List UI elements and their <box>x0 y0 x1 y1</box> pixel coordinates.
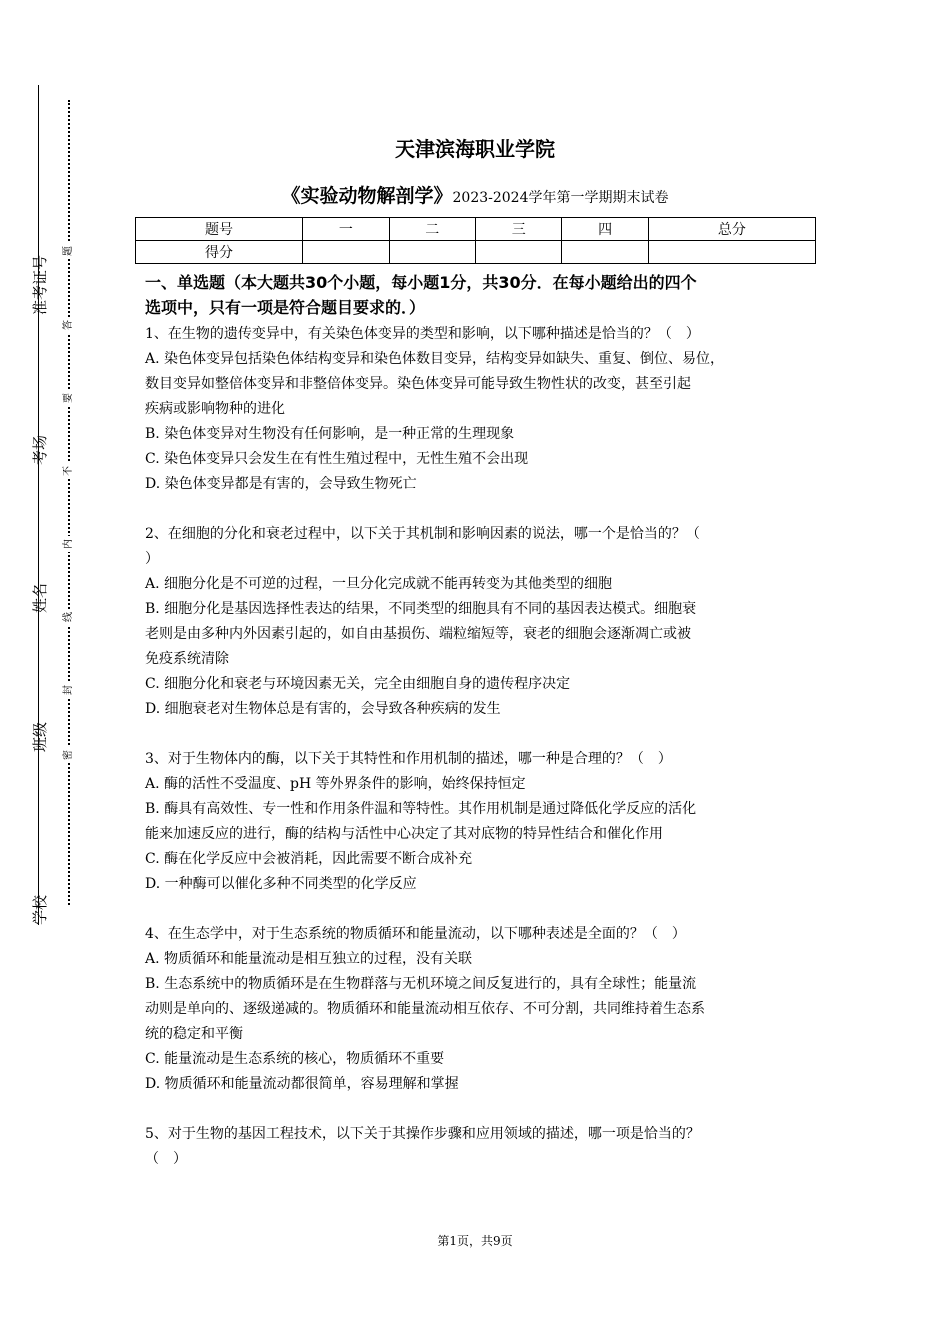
score-row <box>136 241 816 264</box>
option-a: A. 染色体变异包括染色体结构变异和染色体数目变异，结构变异如缺失、重复、倒位、易位， <box>145 351 725 367</box>
option-b-cont: 能来加速反应的进行，酶的结构与活性中心决定了其对底物的特异性结合和催化作用 <box>145 826 663 842</box>
seal-char: 不 <box>61 463 77 479</box>
option-a: A. 酶的活性不受温度、pH 等外界条件的影响，始终保持恒定 <box>145 776 526 792</box>
class-label: 班级 <box>31 722 49 753</box>
option-c: C. 染色体变异只会发生在有性生殖过程中，无性生殖不会出现 <box>145 451 529 467</box>
option-c: C. 细胞分化和衰老与环境因素无关，完全由细胞自身的遗传程序决定 <box>145 676 571 692</box>
score-cell <box>303 241 389 264</box>
option-a-cont: 数目变异如整倍体变异和非整倍体变异。染色体变异可能导致生物性状的改变，甚至引起 <box>145 376 691 392</box>
school-name: 天津滨海职业学院 <box>395 137 555 161</box>
score-header-cell: 二 <box>389 218 475 241</box>
score-cell <box>648 241 815 264</box>
seal-char: 题 <box>61 243 77 259</box>
option-b: B. 生态系统中的物质循环是在生物群落与无机环境之间反复进行的，具有全球性；能量流 <box>145 976 697 992</box>
option-a: A. 细胞分化是不可逆的过程，一旦分化完成就不能再转变为其他类型的细胞 <box>145 576 613 592</box>
option-d: D. 染色体变异都是有害的，会导致生物死亡 <box>145 476 417 492</box>
name-label: 姓名 <box>31 583 49 614</box>
exam-room-label: 考场 <box>31 435 49 466</box>
seal-char: 封 <box>61 682 77 698</box>
option-d: D. 一种酶可以催化多种不同类型的化学反应 <box>145 876 417 892</box>
question-text: 4、在生态学中，对于生态系统的物质循环和能量流动，以下哪种表述是全面的？（ ） <box>145 926 686 942</box>
score-header-cell: 题号 <box>136 218 303 241</box>
question-text: 2、在细胞的分化和衰老过程中，以下关于其机制和影响因素的说法，哪一个是恰当的？（ <box>145 526 700 542</box>
question-4 <box>145 922 815 1097</box>
option-a: A. 物质循环和能量流动是相互独立的过程，没有关联 <box>145 951 473 967</box>
score-cell <box>562 241 648 264</box>
section-heading <box>145 270 815 320</box>
score-cell <box>389 241 475 264</box>
option-b: B. 细胞分化是基因选择性表达的结果，不同类型的细胞具有不同的基因表达模式。细胞衰 <box>145 601 697 617</box>
option-b: B. 酶具有高效性、专一性和作用条件温和等特性。其作用机制是通过降低化学反应的活化 <box>145 801 697 817</box>
seal-dotted-line <box>68 100 70 905</box>
question-text: 5、对于生物的基因工程技术，以下关于其操作步骤和应用领域的描述，哪一项是恰当的？ <box>145 1126 700 1142</box>
section-heading-line: 选项中，只有一项是符合题目要求的．） <box>145 298 426 317</box>
question-text: 1、在生物的遗传变异中，有关染色体变异的类型和影响，以下哪种描述是恰当的？（ ） <box>145 326 700 342</box>
page-number: 第1页，共9页 <box>437 1234 513 1248</box>
exam-term: 2023-2024学年第一学期期末试卷 <box>452 190 669 206</box>
question-5 <box>145 1122 815 1172</box>
question-text-cont: ） <box>145 551 159 567</box>
question-text: 3、对于生物体内的酶，以下关于其特性和作用机制的描述，哪一种是合理的？（ ） <box>145 751 672 767</box>
score-header-row <box>136 218 816 241</box>
exam-number-label: 准考证号 <box>31 254 49 315</box>
option-d: D. 物质循环和能量流动都很简单，容易理解和掌握 <box>145 1076 459 1092</box>
seal-char: 线 <box>61 609 77 625</box>
score-row-label: 得分 <box>136 241 303 264</box>
binding-line <box>38 85 39 925</box>
option-b-cont: 动则是单向的、逐级递减的。物质循环和能量流动相互依存、不可分割，共同维持着生态系 <box>145 1001 705 1017</box>
score-header-cell: 四 <box>562 218 648 241</box>
course-name: 《实验动物解剖学》 <box>281 185 453 207</box>
score-table <box>135 217 816 264</box>
option-c: C. 能量流动是生态系统的核心，物质循环不重要 <box>145 1051 445 1067</box>
option-a-cont: 疾病或影响物种的进化 <box>145 401 285 417</box>
seal-char: 答 <box>61 317 77 333</box>
seal-char: 要 <box>61 390 77 406</box>
section-heading-line: 一、单选题（本大题共30个小题，每小题1分，共30分．在每小题给出的四个 <box>145 273 697 292</box>
score-header-cell: 一 <box>303 218 389 241</box>
question-text-cont: （ ） <box>145 1151 187 1167</box>
seal-char: 密 <box>61 747 77 763</box>
seal-char: 内 <box>61 536 77 552</box>
score-header-cell: 总分 <box>648 218 815 241</box>
option-b: B. 染色体变异对生物没有任何影响，是一种正常的生理现象 <box>145 426 515 442</box>
question-1 <box>145 322 815 497</box>
option-d: D. 细胞衰老对生物体总是有害的，会导致各种疾病的发生 <box>145 701 501 717</box>
exam-content <box>145 270 815 1172</box>
question-3 <box>145 747 815 897</box>
score-header-cell: 三 <box>475 218 561 241</box>
exam-title <box>0 181 950 208</box>
question-2 <box>145 522 815 722</box>
school-label: 学校 <box>31 895 49 926</box>
option-b-cont: 免疫系统清除 <box>145 651 229 667</box>
option-b-cont: 统的稳定和平衡 <box>145 1026 243 1042</box>
option-c: C. 酶在化学反应中会被消耗，因此需要不断合成补充 <box>145 851 473 867</box>
option-b-cont: 老则是由多种内外因素引起的，如自由基损伤、端粒缩短等，衰老的细胞会逐渐凋亡或被 <box>145 626 691 642</box>
score-cell <box>475 241 561 264</box>
